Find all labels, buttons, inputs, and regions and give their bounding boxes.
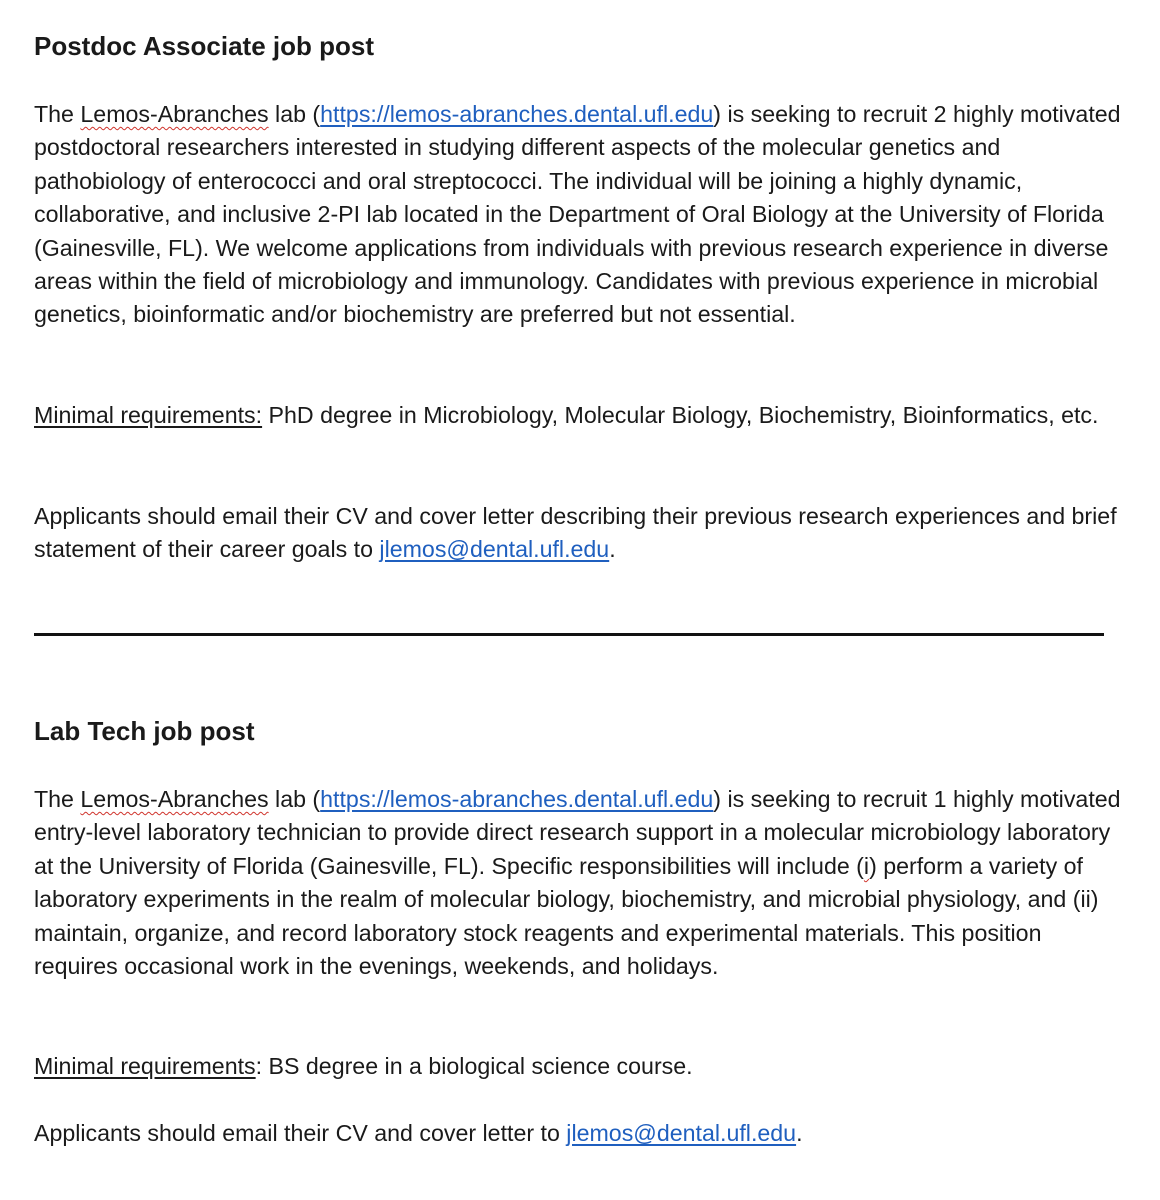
postdoc-title: Postdoc Associate job post: [34, 31, 374, 61]
labtech-lab-name: Lemos-Abranches: [80, 786, 269, 812]
labtech-apply-paragraph: [34, 1117, 1124, 1150]
labtech-requirements-text: : BS degree in a biological science course.: [255, 1053, 693, 1079]
postdoc-requirements-label: Minimal requirements:: [34, 402, 263, 428]
postdoc-requirements-paragraph: [34, 399, 1124, 432]
postdoc-intro-text-3: ) is seeking to recruit 2 highly motivated postdoctoral researchers interested in studying different aspects of the molecular genetics and pathobiology of enterococci and oral streptococci. The individual will be joining a highly dynamic, collaborative, and inclusive 2-PI lab located in the Department of Oral Biology at the University of Florida (Gainesville, FL). We welcome applications from individuals with previous research experience in diverse areas within the field of microbiology and immunology. Candidates with previous experience in microbial genetics, bioinformatic and/or biochemistry are preferred but not essential.: [34, 101, 1121, 328]
postdoc-apply-text: Applicants should email their CV and cover letter describing their previous research experiences and brief statement of their career goals to: [34, 503, 1117, 563]
labtech-requirements-paragraph: [34, 1050, 1124, 1083]
postdoc-lab-name: Lemos-Abranches: [80, 101, 269, 127]
postdoc-intro-paragraph: [34, 98, 1124, 332]
labtech-intro-text-1: The: [34, 786, 81, 812]
labtech-requirements-label: Minimal requirements: [34, 1053, 256, 1079]
postdoc-lab-url-link[interactable]: https://lemos-abranches.dental.ufl.edu: [320, 101, 714, 127]
labtech-lab-url-link[interactable]: https://lemos-abranches.dental.ufl.edu: [320, 786, 714, 812]
postdoc-apply-end: .: [609, 536, 616, 563]
labtech-apply-end: .: [796, 1120, 803, 1146]
postdoc-apply-paragraph: [34, 500, 1124, 567]
labtech-email-link[interactable]: jlemos@dental.ufl.edu: [566, 1120, 797, 1146]
postdoc-intro-text-1: The: [34, 101, 81, 127]
postdoc-requirements-text: PhD degree in Microbiology, Molecular Biology, Biochemistry, Bioinformatics, etc.: [262, 402, 1099, 428]
labtech-item-i: i: [863, 852, 870, 879]
section-divider: [34, 633, 1104, 636]
labtech-intro-text-4: ) perform a variety of laboratory experiments in the realm of molecular biology, biochemistry, and microbial physiology, and (ii) maintain, organize, and record laboratory stock reagents and experimental materials. This position requires occasional work in the evenings, weekends, and holidays.: [34, 852, 1099, 980]
labtech-intro-text-2: lab (: [268, 786, 321, 812]
labtech-apply-text: Applicants should email their CV and cover letter to: [34, 1120, 567, 1146]
labtech-intro-paragraph: [34, 783, 1124, 983]
labtech-title: Lab Tech job post: [34, 716, 255, 746]
labtech-intro-text-3: ) is seeking to recruit 1 highly motivated entry-level laboratory technician to provide direct research support in a molecular microbiology laboratory at the University of Florida (Gainesville, FL). Specific responsibilities will include (: [34, 786, 1121, 879]
postdoc-intro-text-2: lab (: [268, 101, 321, 127]
postdoc-email-link[interactable]: jlemos@dental.ufl.edu: [379, 536, 610, 563]
